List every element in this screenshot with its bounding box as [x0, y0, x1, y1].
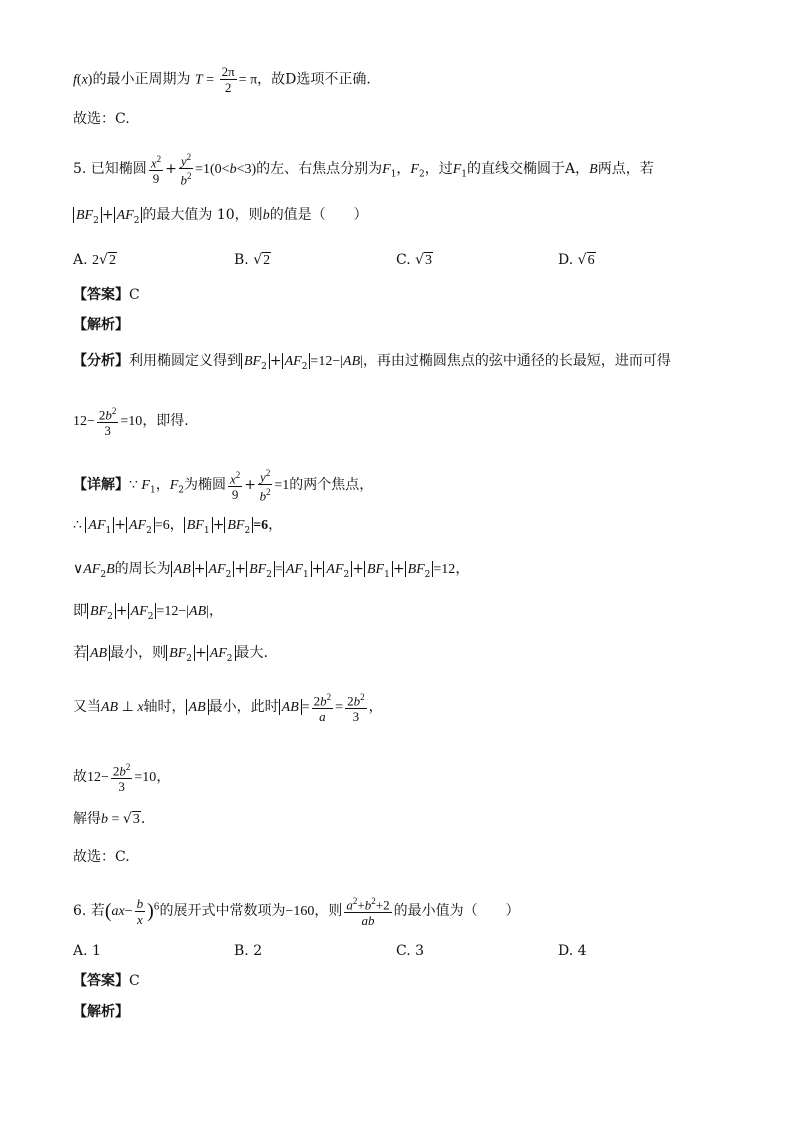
answer-5: 【答案】C	[73, 287, 140, 303]
detail-line-3: $\vee AF_2B$的周长为 AB + $AF_2 + BF_2 = AF_1 + AF_2 + BF_1 + BF_2 =12$，	[73, 561, 470, 580]
detail-line-4: 即 $BF_2 + AF_2 =12-|AB|$，	[73, 603, 223, 622]
detail-line-5: 若 AB 最小，则 $BF_2 + AF_2$ 最大.	[73, 645, 268, 664]
q6-option-b: B. 2	[234, 943, 263, 959]
choose-line-2: 故选：C.	[73, 849, 130, 865]
detail-line-8: 解得b = √3.	[73, 811, 146, 827]
prev-solution-line: f(x)的最小正周期为 T = $\frac{2\pi}{2}$ = π，故D选项不正确.	[73, 64, 371, 95]
question-6-line-1: 6. 若(ax− $\frac{b}{x}$ )$^6$的展开式中常数项为−160，则 $\frac{a^2+b^2+2}{ab}$ 的最小值为（ ）	[73, 895, 520, 929]
q6-option-c: C. 3	[396, 943, 425, 959]
detail-line-7: 故12− $\frac{2b^2}{3}$ =10，	[73, 762, 171, 795]
fenxi-line-2: 12− $\frac{2b^2}{3}$ =10，即得.	[73, 406, 189, 439]
analysis-label-6: 【解析】	[73, 1004, 129, 1020]
detail-line-2: ∴ $AF_1 + AF_2 =6$， $BF_1 + BF_2 =6$，	[73, 517, 283, 536]
q6-option-a: A. 1	[73, 943, 101, 959]
option-d: D. √6	[558, 252, 595, 268]
option-b: B. √2	[234, 252, 271, 268]
option-c: C. √3	[396, 252, 433, 268]
analysis-label-5: 【解析】	[73, 317, 129, 333]
fenxi-line-1: 【分析】利用椭圆定义得到 $BF_2 + AF_2 =12-|AB|$，再由过椭圆焦点的弦中通径的长最短，进而可得	[73, 353, 671, 372]
answer-6: 【答案】C	[73, 973, 140, 989]
detail-line-6: 又当AB ⊥ x轴时， AB 最小，此时 AB = $\frac{2b^2}{a}$ = $\frac{2b^2}{3}$ ，	[73, 692, 383, 725]
option-a: A. 2√2	[73, 252, 116, 268]
q6-option-d: D. 4	[558, 943, 587, 959]
question-5-line-1: 5. 已知椭圆 $\frac{x^2}{9}$ + $\frac{y^2}{b^2}$ =1(0<b<3)的左、右焦点分别为$F_1$，$F_2$，过$F_1$的直线交椭圆于A，B两点，若	[73, 152, 654, 188]
detail-line-1: 【详解】∵ $F_1$，$F_2$为椭圆 $\frac{x^2}{9}$ + $\frac{y^2}{b^2}$ =1的两个焦点，	[73, 468, 374, 504]
choose-line-1: 故选：C.	[73, 111, 130, 127]
question-5-line-2: $BF_2 + AF_2$ 的最大值为 10，则b的值是（ ）	[73, 208, 368, 226]
